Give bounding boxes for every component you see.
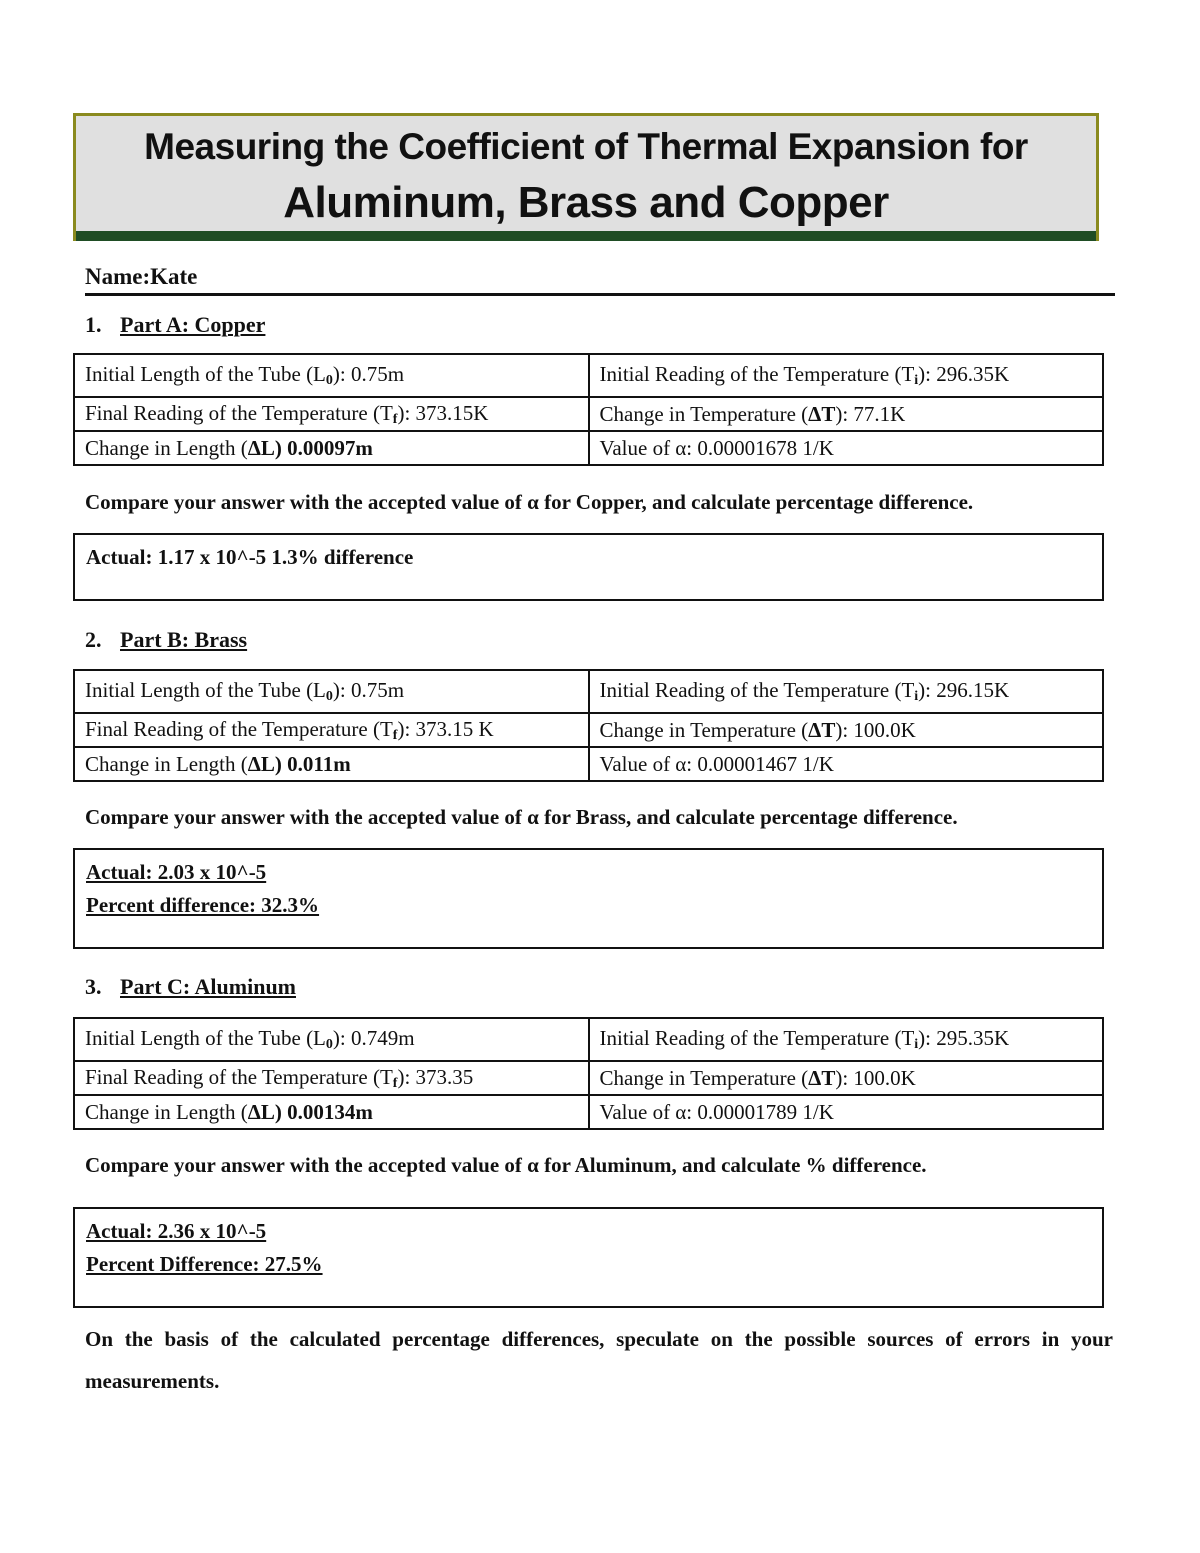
delta-length-cell: Change in Length (ΔL) 0.00134m (74, 1095, 589, 1129)
table-row (74, 397, 1103, 431)
section-heading-copper (85, 312, 265, 338)
table-row (74, 1018, 1103, 1061)
alpha-cell: Value of α: 0.00001678 1/K (589, 431, 1104, 465)
table-row (74, 1095, 1103, 1129)
name-divider (85, 293, 1115, 296)
final-temp-cell: Final Reading of the Temperature (Tf): 373.35 (74, 1061, 589, 1095)
student-name: Name:Kate (85, 264, 198, 289)
section-title: Part A: Copper (120, 312, 266, 337)
answer-box-aluminum[interactable] (73, 1207, 1104, 1308)
answer-line: Percent difference: 32.3% (86, 893, 320, 917)
title-line-2: Aluminum, Brass and Copper (283, 178, 889, 227)
answer-box-copper[interactable] (73, 533, 1104, 601)
final-temp-cell: Final Reading of the Temperature (Tf): 373.15 K (74, 713, 589, 747)
subscript: f (392, 727, 398, 743)
section-number: 2. (85, 627, 102, 652)
subscript: i (914, 689, 919, 704)
initial-length-cell: Initial Length of the Tube (L0): 0.749m (74, 1018, 589, 1061)
table-row (74, 431, 1103, 465)
table-row (74, 713, 1103, 747)
table-row (74, 670, 1103, 713)
brass-data-table (73, 669, 1104, 782)
initial-temp-cell: Initial Reading of the Temperature (Ti): 296.15K (589, 670, 1104, 713)
title-accent-bar (76, 231, 1096, 241)
compare-prompt-aluminum: Compare your answer with the accepted value of α for Aluminum, and calculate % difference. (85, 1153, 927, 1177)
subscript: i (914, 373, 919, 388)
table-row (74, 1061, 1103, 1095)
subscript: f (392, 411, 398, 427)
delta-length-cell: Change in Length (ΔL) 0.011m (74, 747, 589, 781)
section-heading-aluminum (85, 974, 296, 1000)
final-temp-cell: Final Reading of the Temperature (Tf): 373.15K (74, 397, 589, 431)
answer-line: Percent Difference: 27.5% (86, 1252, 323, 1276)
initial-temp-cell: Initial Reading of the Temperature (Ti): 295.35K (589, 1018, 1104, 1061)
answer-line: Actual: 2.36 x 10^-5 (86, 1219, 267, 1243)
answer-line: Actual: 2.03 x 10^-5 (86, 860, 267, 884)
delta-length-cell: Change in Length (ΔL) 0.00097m (74, 431, 589, 465)
delta-temp-cell: Change in Temperature (ΔT): 100.0K (589, 1061, 1104, 1095)
alpha-cell: Value of α: 0.00001467 1/K (589, 747, 1104, 781)
answer-line: Actual: 1.17 x 10^-5 1.3% difference (86, 545, 414, 569)
aluminum-data-table (73, 1017, 1104, 1130)
compare-prompt-brass: Compare your answer with the accepted value of α for Brass, and calculate percentage difference. (85, 805, 958, 829)
subscript: 0 (325, 373, 333, 388)
alpha-cell: Value of α: 0.00001789 1/K (589, 1095, 1104, 1129)
subscript: f (392, 1075, 398, 1091)
section-heading-brass (85, 627, 247, 653)
section-number: 3. (85, 974, 102, 999)
section-title: Part B: Brass (120, 627, 248, 652)
initial-length-cell: Initial Length of the Tube (L0): 0.75m (74, 354, 589, 397)
section-title: Part C: Aluminum (120, 974, 296, 999)
section-number: 1. (85, 312, 102, 337)
title-banner (73, 113, 1099, 241)
initial-length-cell: Initial Length of the Tube (L0): 0.75m (74, 670, 589, 713)
compare-prompt-copper: Compare your answer with the accepted value of α for Copper, and calculate percentage difference. (85, 490, 974, 514)
title-line-1: Measuring the Coefficient of Thermal Expansion for (144, 126, 1028, 167)
copper-data-table (73, 353, 1104, 466)
delta-temp-cell: Change in Temperature (ΔT): 100.0K (589, 713, 1104, 747)
closing-prompt: On the basis of the calculated percentage differences, speculate on the possible sources of errors in your measurements. (85, 1327, 1113, 1393)
subscript: 0 (325, 1037, 333, 1052)
table-row (74, 747, 1103, 781)
delta-temp-cell: Change in Temperature (ΔT): 77.1K (589, 397, 1104, 431)
subscript: 0 (325, 689, 333, 704)
table-row (74, 354, 1103, 397)
answer-box-brass[interactable] (73, 848, 1104, 949)
subscript: i (914, 1037, 919, 1052)
initial-temp-cell: Initial Reading of the Temperature (Ti): 296.35K (589, 354, 1104, 397)
